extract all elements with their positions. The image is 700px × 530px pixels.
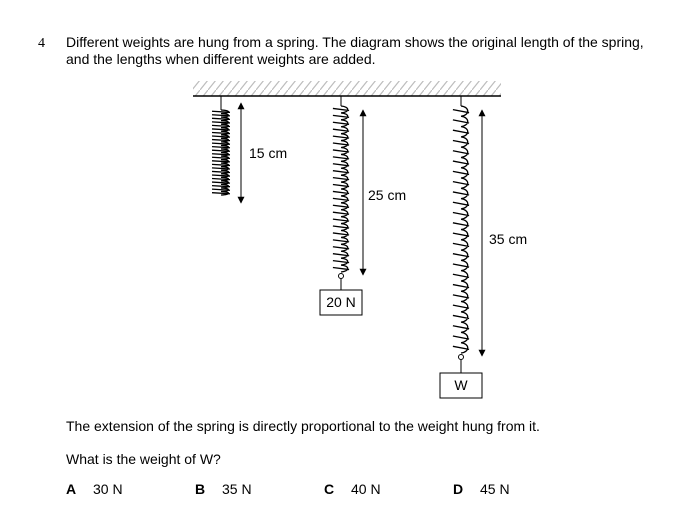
spring-original bbox=[212, 96, 230, 195]
spring-with-20n bbox=[320, 96, 362, 315]
option-b[interactable] bbox=[195, 481, 252, 497]
option-c-letter: C bbox=[324, 481, 335, 497]
option-d-letter: D bbox=[453, 481, 464, 497]
option-c-text: 40 N bbox=[351, 481, 381, 497]
question-number: 4 bbox=[38, 36, 45, 51]
spring-with-w bbox=[440, 96, 482, 398]
weight-label-20n: 20 N bbox=[326, 294, 356, 310]
option-a-letter: A bbox=[66, 481, 77, 497]
option-d[interactable] bbox=[453, 481, 510, 497]
option-c[interactable] bbox=[324, 481, 381, 497]
stem-line-1: Different weights are hung from a spring. The diagram shows the original length of the spring, bbox=[66, 34, 644, 50]
weight-label-w: W bbox=[454, 377, 468, 393]
option-a-text: 30 N bbox=[93, 481, 123, 497]
length-label-15cm: 15 cm bbox=[249, 145, 288, 161]
option-a[interactable] bbox=[66, 481, 123, 497]
length-label-35cm: 35 cm bbox=[489, 231, 528, 247]
option-d-text: 45 N bbox=[480, 481, 510, 497]
ceiling-support bbox=[193, 81, 501, 96]
option-b-text: 35 N bbox=[222, 481, 252, 497]
option-b-letter: B bbox=[195, 481, 206, 497]
length-label-25cm: 25 cm bbox=[368, 187, 407, 203]
stem-line-2: and the lengths when different weights are added. bbox=[66, 51, 376, 67]
question-prompt: What is the weight of W? bbox=[66, 451, 221, 467]
proportionality-statement: The extension of the spring is directly proportional to the weight hung from it. bbox=[66, 418, 540, 434]
